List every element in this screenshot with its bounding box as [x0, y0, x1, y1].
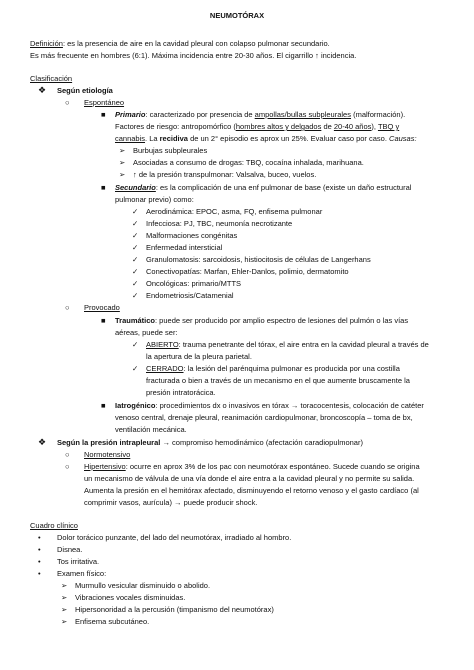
spontaneous-heading: Espontáneo: [84, 98, 125, 107]
page-title: NEUMOTÓRAX: [209, 11, 265, 20]
list-item: Infecciosa: PJ, TBC, neumonía necrotizante: [146, 219, 293, 228]
hypertensive-line-1: Hipertensivo: ocurre en aprox 3% de los pac con neumotórax espontáneo. Sucede cuando se origina: [84, 462, 420, 471]
pressure-heading: Según la presión intrapleural: [57, 438, 161, 447]
primary-line-2: Factores de riesgo: antropomórfico (hombres altos y delgados de 20-40 años), TBQ y: [115, 122, 400, 131]
square-bullet-icon: ■: [101, 110, 106, 119]
definition-text: : es la presencia de aire en la cavidad pleural con colapso pulmonar secundario.: [62, 39, 330, 48]
provoked-heading: Provocado: [84, 303, 120, 312]
arrow-bullet-icon: ➢: [61, 617, 68, 626]
checkmark-bullet-icon: ✓: [132, 207, 139, 216]
checkmark-bullet-icon: ✓: [132, 279, 139, 288]
list-item: Endometriosis/Catamenial: [146, 291, 234, 300]
diamond-bullet-icon: ❖: [38, 437, 47, 447]
dot-bullet-icon: •: [38, 545, 41, 554]
primary-line-1: Primario: caracterizado por presencia de ampollas/bullas subpleurales (malformación).: [115, 110, 406, 119]
open-line-2: la apertura de la pleura parietal.: [146, 352, 252, 361]
circle-bullet-icon: ○: [65, 462, 70, 471]
closed-line-1: CERRADO: la lesión del parénquima pulmonar es producida por una costilla: [146, 364, 400, 373]
iatrogenic-line-3: ventilación mecánica.: [115, 425, 187, 434]
list-item: Disnea.: [57, 545, 83, 554]
list-item: Malformaciones congénitas: [146, 231, 238, 240]
circle-bullet-icon: ○: [65, 303, 70, 312]
list-item: Oncológicas: primario/MTTS: [146, 279, 242, 288]
secondary-line-1: Secundario: es la complicación de una enf pulmonar de base (existe un daño estructural: [115, 183, 412, 192]
checkmark-bullet-icon: ✓: [132, 364, 139, 373]
open-label: ABIERTO: [146, 340, 179, 349]
closed-line-2: fracturada o bien a través de un mecanismo en el que aumente bruscamente la: [146, 376, 410, 385]
closed-line-3: presión intratorácica.: [146, 388, 216, 397]
square-bullet-icon: ■: [101, 183, 106, 192]
list-item: Conectivopatías: Marfan, Ehler-Danlos, polimio, dermatomito: [146, 267, 349, 276]
open-line-1: ABIERTO: trauma penetrante del tórax, el aire entra en la cavidad pleural a través de: [146, 340, 429, 349]
diamond-bullet-icon: ❖: [38, 85, 47, 95]
secondary-line-2: pulmonar previo) como:: [115, 195, 194, 204]
secondary-label: Secundario: [115, 183, 156, 192]
pressure-heading-line: Según la presión intrapleural → compromiso hemodinámico (afectación caradiopulmonar): [57, 438, 363, 447]
checkmark-bullet-icon: ✓: [132, 231, 139, 240]
traumatic-label: Traumático: [115, 316, 156, 325]
list-item: Tos irritativa.: [57, 557, 100, 566]
arrow-bullet-icon: ➢: [61, 581, 68, 590]
list-item: Asociadas a consumo de drogas: TBQ, cocaína inhalada, marihuana.: [133, 158, 364, 167]
arrow-bullet-icon: ➢: [119, 146, 126, 155]
list-item: Granulomatosis: sarcoidosis, histiocitosis de células de Langerhans: [146, 255, 371, 264]
checkmark-bullet-icon: ✓: [132, 255, 139, 264]
checkmark-bullet-icon: ✓: [132, 291, 139, 300]
traumatic-line-2: aéreas, puede ser:: [115, 328, 178, 337]
square-bullet-icon: ■: [101, 401, 106, 410]
primary-line-3: cannabis. La recidiva de un 2° episodio es aprox un 25%. Evaluar caso por caso. Causas:: [115, 134, 417, 143]
clinical-picture-heading: Cuadro clínico: [30, 521, 78, 530]
normotensive-label: Normotensivo: [84, 450, 131, 459]
dot-bullet-icon: •: [38, 533, 41, 542]
checkmark-bullet-icon: ✓: [132, 340, 139, 349]
list-item: Vibraciones vocales disminuidas.: [75, 593, 186, 602]
list-item: Dolor torácico punzante, del lado del neumotórax, irradiado al hombro.: [57, 533, 292, 542]
closed-label: CERRADO: [146, 364, 184, 373]
checkmark-bullet-icon: ✓: [132, 219, 139, 228]
list-item: Murmullo vesicular disminuido o abolido.: [75, 581, 211, 590]
iatrogenic-label: Iatrogénico: [115, 401, 156, 410]
list-item: ↑ de la presión transpulmonar: Valsalva, buceo, vuelos.: [133, 170, 317, 179]
hypertensive-line-3: Aumenta la presión en el hemitórax afectado, disminuyendo el retorno venoso y el gasto cardíaco (al: [84, 486, 419, 495]
etiology-heading: Según etiología: [57, 86, 113, 95]
iatrogenic-line-2: venoso central, drenaje pleural, reanimación cardiopulmonar, broncoscopía – toma de bx,: [115, 413, 413, 422]
dot-bullet-icon: •: [38, 569, 41, 578]
definition-line: [30, 39, 330, 49]
circle-bullet-icon: ○: [65, 450, 70, 459]
hypertensive-line-4: comprimir vasos, aurícula) → puede producir shock.: [84, 498, 258, 507]
arrow-bullet-icon: ➢: [61, 605, 68, 614]
definition-label: Definición: [30, 39, 63, 48]
dot-bullet-icon: •: [38, 557, 41, 566]
classification-heading: Clasificación: [30, 74, 73, 83]
traumatic-line-1: Traumático: puede ser producido por amplio espectro de lesiones del pulmón o las vías: [115, 316, 409, 325]
frequency-line: Es más frecuente en hombres (6:1). Máxima incidencia entre 20-30 años. El cigarrillo ↑ incidencia.: [30, 51, 357, 60]
primary-label: Primario: [115, 110, 146, 119]
circle-bullet-icon: ○: [65, 98, 70, 107]
arrow-bullet-icon: ➢: [119, 158, 126, 167]
hypertensive-label: Hipertensivo: [84, 462, 126, 471]
hypertensive-line-2: un mecanismo de válvula de una vía donde el aire entra a la cavidad pleural y no permite su salida.: [84, 474, 415, 483]
list-item: Enfermedad intersticial: [146, 243, 223, 252]
list-item: Burbujas subpleurales: [133, 146, 208, 155]
list-item: Examen físico:: [57, 569, 107, 578]
iatrogenic-line-1: Iatrogénico: procedimientos dx o invasivos en tórax → toracocentesis, colocación de catéter: [115, 401, 424, 410]
checkmark-bullet-icon: ✓: [132, 243, 139, 252]
list-item: Hipersonoridad a la percusión (timpanismo del neumotórax): [75, 605, 274, 614]
square-bullet-icon: ■: [101, 316, 106, 325]
checkmark-bullet-icon: ✓: [132, 267, 139, 276]
list-item: Enfisema subcutáneo.: [75, 617, 150, 626]
list-item: Aerodinámica: EPOC, asma, FQ, enfisema pulmonar: [146, 207, 323, 216]
arrow-bullet-icon: ➢: [119, 170, 126, 179]
arrow-bullet-icon: ➢: [61, 593, 68, 602]
